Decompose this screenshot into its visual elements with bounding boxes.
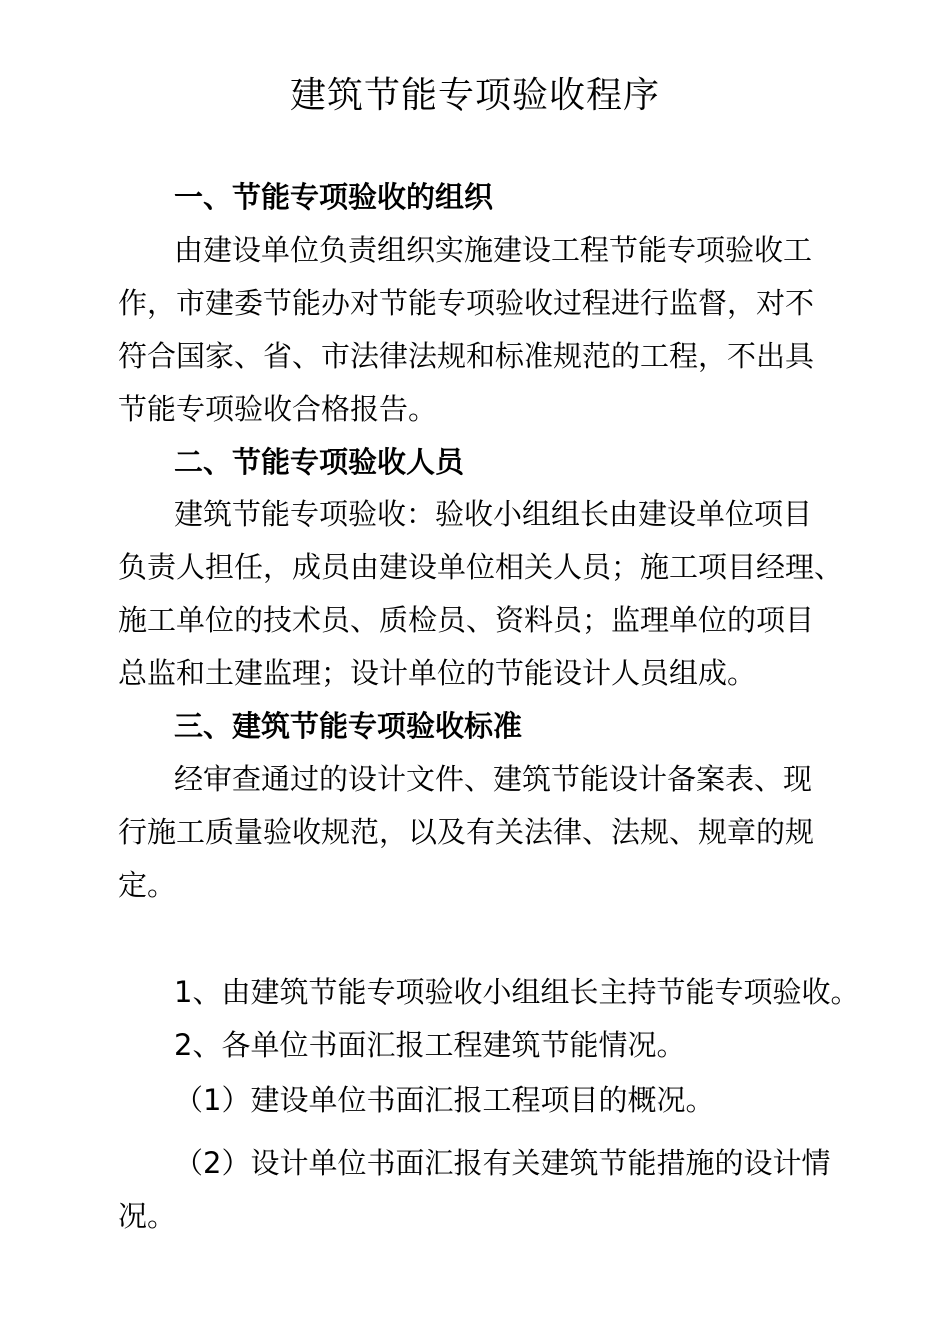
document-title: 建筑节能专项验收程序 (289, 75, 660, 116)
substep-1-line-1: （1）建设单位书面汇报工程项目的概况。 (174, 1083, 715, 1117)
section-1-line-2: 作，市建委节能办对节能专项验收过程进行监督，对不 (118, 286, 815, 320)
step-2: 2、各单位书面汇报工程建筑节能情况。 (174, 1028, 686, 1062)
section-1-line-4: 节能专项验收合格报告。 (118, 392, 438, 426)
section-3-heading: 三、建筑节能专项验收标准 (174, 709, 523, 743)
section-2-heading: 二、节能专项验收人员 (174, 445, 465, 479)
substep-2-line-1: （2）设计单位书面汇报有关建筑节能措施的设计情 (174, 1146, 831, 1180)
section-1-line-1: 由建设单位负责组织实施建设工程节能专项验收工 (174, 233, 813, 267)
section-3-line-3: 定。 (118, 868, 177, 902)
section-2-line-4: 总监和土建监理；设计单位的节能设计人员组成。 (118, 656, 757, 690)
section-1-line-3: 符合国家、省、市法律法规和标准规范的工程，不出具 (118, 339, 815, 373)
section-2-line-2: 负责人担任，成员由建设单位相关人员；施工项目经理、 (118, 550, 844, 584)
section-2-line-1: 建筑节能专项验收：验收小组组长由建设单位项目 (174, 497, 813, 531)
section-3-line-2: 行施工质量验收规范，以及有关法律、法规、规章的规 (118, 815, 815, 849)
substep-2-line-2: 况。 (118, 1199, 177, 1233)
section-3-line-1: 经审查通过的设计文件、建筑节能设计备案表、现 (174, 762, 813, 796)
step-1: 1、由建筑节能专项验收小组组长主持节能专项验收。 (174, 975, 860, 1009)
section-2-line-3: 施工单位的技术员、质检员、资料员；监理单位的项目 (118, 603, 815, 637)
section-1-heading: 一、节能专项验收的组织 (174, 180, 494, 214)
